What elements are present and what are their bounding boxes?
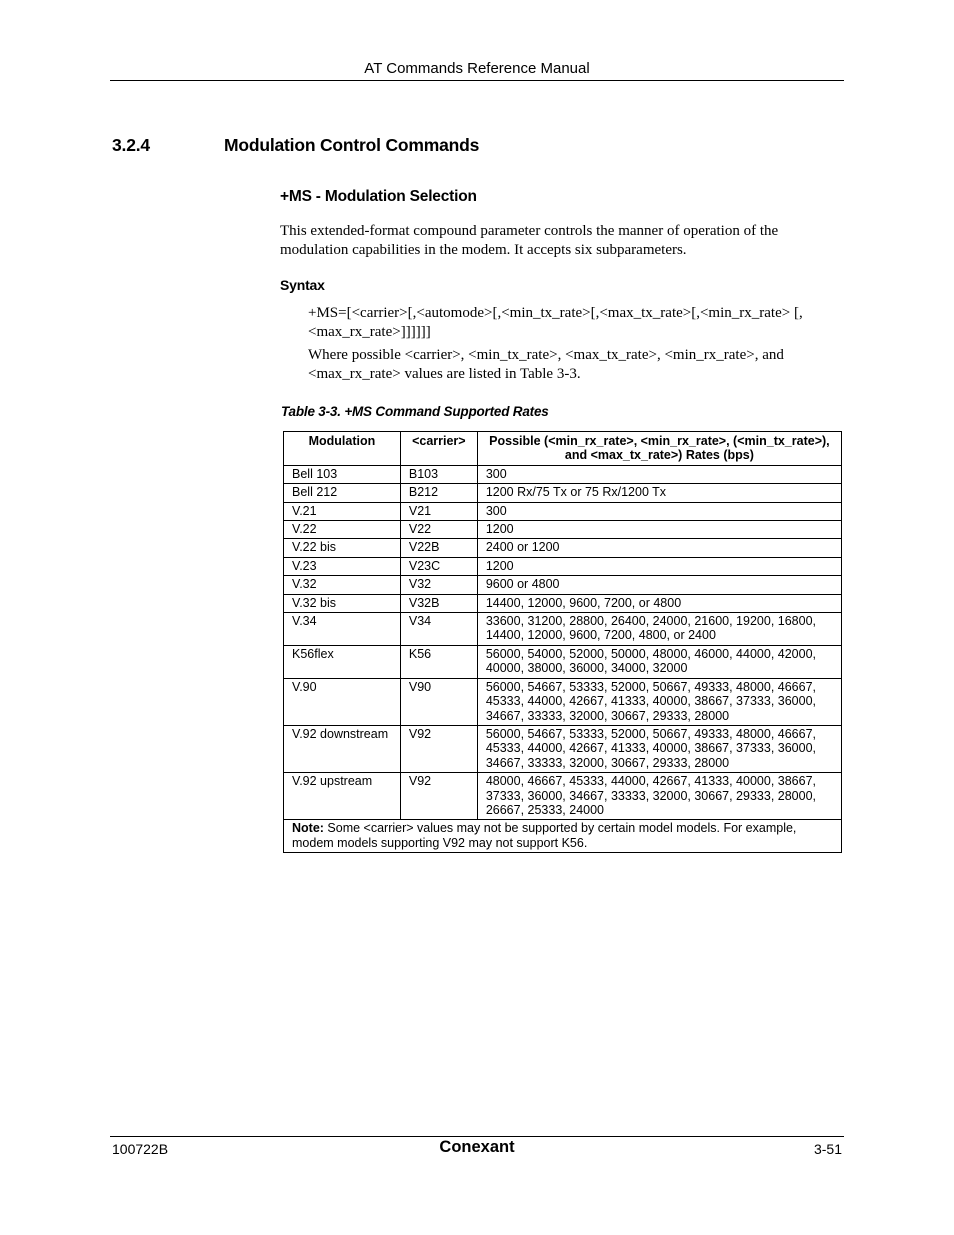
- cell-carrier: V21: [400, 502, 477, 520]
- cell-modulation: V.21: [284, 502, 401, 520]
- cell-carrier: V32B: [400, 594, 477, 612]
- header-rates: Possible (<min_rx_rate>, <min_rx_rate>, (<min_tx_rate>), and <max_tx_rate>) Rates (bps): [477, 432, 841, 466]
- table-row: [284, 539, 842, 557]
- syntax-where-paragraph: Where possible <carrier>, <min_tx_rate>, <max_tx_rate>, <min_rx_rate>, and <max_rx_rate> values are listed in Table 3-3.: [308, 347, 784, 382]
- table-note: [284, 820, 842, 853]
- cell-carrier: V32: [400, 576, 477, 594]
- cell-rates: 1200: [477, 521, 841, 539]
- cell-modulation: V.34: [284, 613, 401, 646]
- header-modulation: Modulation: [284, 432, 401, 466]
- table-caption: Table 3-3. +MS Command Supported Rates: [281, 404, 549, 419]
- header-carrier: <carrier>: [400, 432, 477, 466]
- cell-modulation: Bell 212: [284, 484, 401, 502]
- footer-doc-number: 100722B: [112, 1141, 169, 1157]
- cell-modulation: V.92 upstream: [284, 773, 401, 820]
- cell-rates: 56000, 54000, 52000, 50000, 48000, 46000, 44000, 42000, 40000, 38000, 36000, 34000, 32000: [477, 645, 841, 678]
- cell-rates: 2400 or 1200: [477, 539, 841, 557]
- cell-rates: 300: [477, 502, 841, 520]
- table-row: [284, 645, 842, 678]
- cell-carrier: V92: [400, 773, 477, 820]
- table-row: [284, 678, 842, 725]
- cell-modulation: V.92 downstream: [284, 725, 401, 772]
- cell-carrier: V23C: [400, 557, 477, 575]
- section-number: 3.2.4: [112, 135, 150, 155]
- table-row: [284, 613, 842, 646]
- command-heading: +MS - Modulation Selection: [280, 188, 477, 205]
- table-row: [284, 557, 842, 575]
- intro-paragraph: This extended-format compound parameter controls the manner of operation of the modulation capabilities in the modem. It accepts six subparameters.: [280, 223, 779, 258]
- syntax-heading: Syntax: [280, 277, 325, 293]
- footer-company: Conexant: [439, 1138, 515, 1156]
- cell-modulation: K56flex: [284, 645, 401, 678]
- cell-rates: 56000, 54667, 53333, 52000, 50667, 49333, 48000, 46667, 45333, 44000, 42667, 41333, 40000, 38667, 37333, 36000, 34667, 33333, 32000, 30667, 29333, 28000: [477, 725, 841, 772]
- table-row: [284, 773, 842, 820]
- cell-rates: 56000, 54667, 53333, 52000, 50667, 49333, 48000, 46667, 45333, 44000, 42667, 41333, 40000, 38667, 37333, 36000, 34667, 33333, 32000, 30667, 29333, 28000: [477, 678, 841, 725]
- table-row: [284, 502, 842, 520]
- cell-rates: 1200 Rx/75 Tx or 75 Rx/1200 Tx: [477, 484, 841, 502]
- table-row: [284, 594, 842, 612]
- cell-carrier: B103: [400, 465, 477, 483]
- cell-modulation: V.90: [284, 678, 401, 725]
- cell-carrier: V90: [400, 678, 477, 725]
- rates-table: [283, 431, 842, 853]
- table-row: [284, 465, 842, 483]
- note-label: Note:: [292, 821, 324, 836]
- cell-rates: 300: [477, 465, 841, 483]
- cell-rates: 9600 or 4800: [477, 576, 841, 594]
- cell-carrier: B212: [400, 484, 477, 502]
- syntax-line: +MS=[<carrier>[,<automode>[,<min_tx_rate>[,<max_tx_rate>[,<min_rx_rate> [,<max_rx_rate>]]]]]]: [308, 305, 803, 340]
- running-header: AT Commands Reference Manual: [364, 60, 590, 77]
- note-text: Some <carrier> values may not be supported by certain model models. For example, modem models supporting V92 may not support K56.: [292, 821, 797, 850]
- header-rule: [110, 80, 844, 81]
- cell-modulation: V.22: [284, 521, 401, 539]
- cell-rates: 1200: [477, 557, 841, 575]
- cell-modulation: Bell 103: [284, 465, 401, 483]
- cell-modulation: V.22 bis: [284, 539, 401, 557]
- cell-carrier: K56: [400, 645, 477, 678]
- cell-modulation: V.23: [284, 557, 401, 575]
- table-row: [284, 576, 842, 594]
- cell-rates: 33600, 31200, 28800, 26400, 24000, 21600, 19200, 16800, 14400, 12000, 9600, 7200, 4800, or 2400: [477, 613, 841, 646]
- table-row: [284, 725, 842, 772]
- cell-modulation: V.32: [284, 576, 401, 594]
- section-title: Modulation Control Commands: [224, 135, 480, 155]
- footer-rule: [110, 1136, 844, 1137]
- table-note-row: [284, 820, 842, 853]
- cell-carrier: V22B: [400, 539, 477, 557]
- footer-page-number: 3-51: [813, 1141, 842, 1157]
- section-heading: [112, 135, 479, 156]
- table-header-row: [284, 432, 842, 466]
- cell-rates: 48000, 46667, 45333, 44000, 42667, 41333, 40000, 38667, 37333, 36000, 34667, 33333, 32000, 30667, 29333, 28000, 26667, 25333, 24000: [477, 773, 841, 820]
- cell-carrier: V92: [400, 725, 477, 772]
- cell-modulation: V.32 bis: [284, 594, 401, 612]
- cell-carrier: V22: [400, 521, 477, 539]
- cell-rates: 14400, 12000, 9600, 7200, or 4800: [477, 594, 841, 612]
- table-row: [284, 484, 842, 502]
- table-row: [284, 521, 842, 539]
- cell-carrier: V34: [400, 613, 477, 646]
